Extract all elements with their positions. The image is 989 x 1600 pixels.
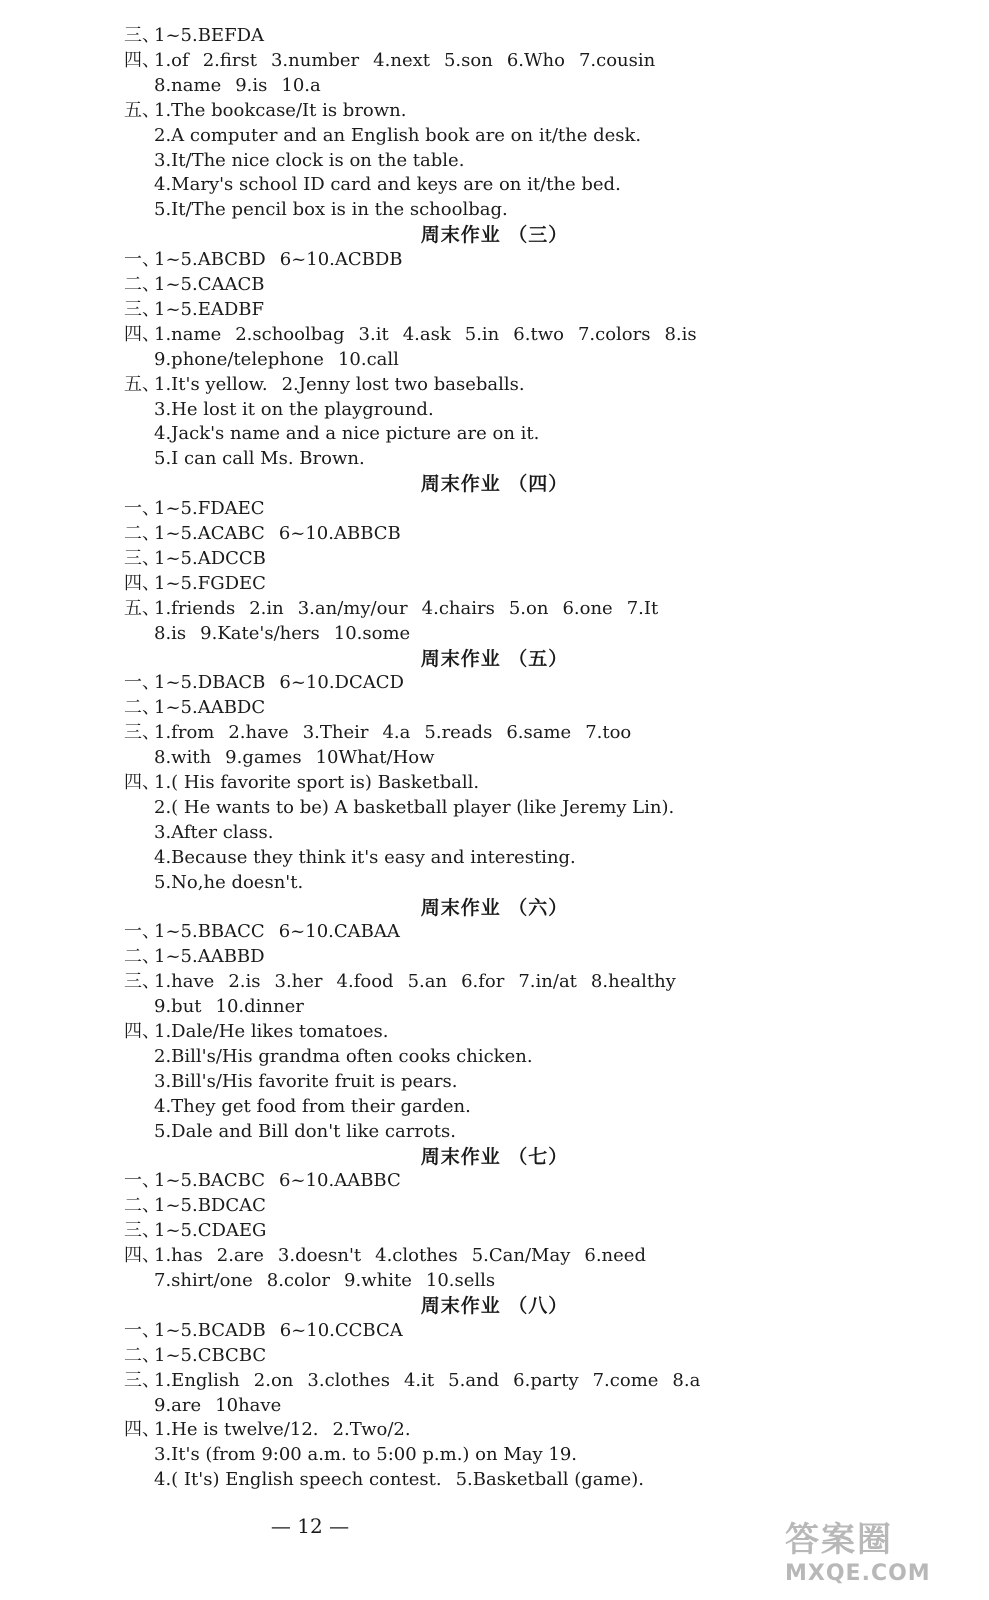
answer-item: 7.cousin — [578, 49, 656, 71]
answer-item: 1.from — [154, 722, 215, 744]
answer-item: 2.have — [228, 722, 289, 744]
answer-item: 4.a — [382, 722, 411, 744]
answer-item: 7.It — [626, 597, 659, 619]
answer-item: 1~5.DBACB — [154, 672, 266, 694]
question-section-label: 三、 — [124, 971, 160, 993]
answer-item: 3.an/my/our — [297, 597, 408, 619]
answer-item: 1.name — [154, 323, 222, 345]
answer-item: 10What/How — [315, 747, 435, 769]
watermark-text: 答案圈 — [785, 1520, 893, 1560]
answer-item: 1~5.BDCAC — [154, 1195, 266, 1217]
answer-item: 3.He lost it on the playground. — [154, 398, 434, 420]
answer-item: 2.in — [249, 597, 284, 619]
question-section-label: 二、 — [124, 946, 160, 968]
answer-item: 6~10.ABBCB — [278, 523, 401, 544]
answer-item: 3.It's (from 9:00 a.m. to 5:00 p.m.) on May 19. — [154, 1444, 577, 1466]
answer-item: 10.some — [333, 622, 411, 644]
answer-line — [124, 1169, 415, 1193]
answer-item: 8.is — [154, 622, 187, 644]
answer-line — [154, 821, 288, 845]
answer-item: 6~10.AABBC — [279, 1170, 401, 1192]
question-section-label: 二、 — [124, 1344, 160, 1366]
question-section-label: 二、 — [124, 1195, 160, 1217]
answer-item: 5.Basketball (game). — [455, 1469, 644, 1491]
answer-line — [124, 970, 690, 994]
answer-item: 3.number — [270, 49, 360, 71]
answer-item: 7.shirt/one — [154, 1270, 253, 1291]
answer-line — [154, 1443, 591, 1467]
answer-item: 2.first — [202, 49, 257, 71]
question-section-label: 四、 — [124, 1419, 160, 1441]
answer-line — [124, 248, 417, 272]
answer-item: 1~5.BEFDA — [154, 25, 264, 46]
watermark-logo — [785, 1512, 975, 1592]
answer-item: 5.an — [407, 971, 448, 993]
answer-line — [124, 1244, 660, 1268]
answer-item: 7.too — [585, 722, 632, 744]
answer-line — [154, 398, 448, 422]
answer-item: 4.it — [403, 1369, 435, 1391]
answer-item: 2.Two/2. — [332, 1419, 411, 1441]
question-section-label: 三、 — [124, 298, 160, 320]
answer-line — [124, 1194, 280, 1218]
answer-item: 9.but — [154, 996, 202, 1018]
answer-line — [124, 1219, 280, 1243]
answer-item: 9.is — [235, 74, 268, 96]
answer-item: 7.in/at — [518, 971, 577, 993]
answer-item: 1~5.CBCBC — [154, 1344, 267, 1366]
answer-line — [154, 198, 522, 222]
answer-line — [154, 173, 635, 197]
answer-line — [154, 846, 590, 870]
answer-item: 8.healthy — [590, 971, 676, 993]
answer-line — [124, 522, 415, 546]
answer-item: 3.Bill's/His favorite fruit is pears. — [154, 1070, 458, 1092]
question-section-label: 四、 — [124, 323, 160, 345]
answer-item: 6.same — [506, 722, 572, 744]
answer-item: 4.Because they think it's easy and interesting. — [154, 846, 576, 868]
answer-line — [154, 149, 478, 173]
answer-item: 9.Kate's/hers — [200, 622, 320, 644]
answer-item: 4.Mary's school ID card and keys are on it/the bed. — [154, 174, 621, 196]
answer-item: 3.Their — [302, 722, 369, 744]
answer-item: 9.are — [154, 1394, 202, 1416]
answer-item: 6~10.ACBDB — [279, 249, 403, 271]
answer-item: 5.on — [508, 597, 549, 619]
answer-item: 1.have — [154, 971, 215, 993]
answer-item: 5.in — [464, 323, 500, 345]
answer-line — [154, 1070, 471, 1094]
answer-item: 8.a — [672, 1369, 701, 1391]
section-heading: 周末作业 （六） — [420, 896, 569, 919]
answer-item: 2.on — [253, 1369, 294, 1391]
question-section-label: 四、 — [124, 1245, 160, 1267]
answer-item: 9.phone/telephone — [154, 348, 324, 370]
answer-item: 4.clothes — [375, 1245, 458, 1267]
answer-line — [124, 1369, 714, 1393]
answer-line — [154, 995, 318, 1019]
section-heading: 周末作业 （八） — [420, 1294, 569, 1317]
answer-line — [124, 721, 645, 745]
question-section-label: 五、 — [124, 99, 160, 121]
answer-line — [124, 99, 420, 123]
question-section-label: 四、 — [124, 772, 160, 793]
answer-item: 1.English — [154, 1369, 240, 1391]
answer-item: 1~5.CDAEG — [154, 1220, 267, 1242]
answer-item: 5.Can/May — [471, 1245, 571, 1267]
answer-item: 5.No,he doesn't. — [154, 871, 304, 893]
answer-line — [154, 622, 424, 646]
question-section-label: 一、 — [124, 1170, 160, 1192]
answer-item: 8.with — [154, 747, 212, 769]
answer-item: 3.it — [358, 323, 389, 345]
answer-item: 5.and — [448, 1369, 500, 1391]
answer-line — [124, 771, 493, 795]
question-section-label: 二、 — [124, 274, 160, 295]
answer-item: 9.white — [344, 1270, 412, 1291]
answer-item: 1.has — [154, 1245, 203, 1267]
answer-item: 1~5.BBACC — [154, 921, 265, 943]
page-number: — 12 — — [270, 1514, 350, 1538]
answer-line — [154, 447, 379, 471]
answer-item: 1.The bookcase/It is brown. — [154, 99, 407, 121]
question-section-label: 二、 — [124, 697, 160, 719]
answer-item: 1~5.AABBD — [154, 946, 265, 968]
answer-item: 1~5.ADCCB — [154, 547, 266, 569]
answer-item: 7.come — [592, 1369, 659, 1391]
answer-item: 6.party — [513, 1369, 579, 1391]
answer-item: 5.Dale and Bill don't like carrots. — [154, 1120, 456, 1142]
answer-line — [124, 1020, 402, 1044]
answer-line — [124, 24, 278, 48]
question-section-label: 三、 — [124, 1369, 160, 1391]
answer-line — [124, 696, 279, 720]
answer-item: 1~5.BACBC — [154, 1170, 266, 1192]
answer-item: 3.It/The nice clock is on the table. — [154, 149, 465, 171]
answer-line — [154, 746, 449, 770]
answer-item: 3.After class. — [154, 821, 274, 843]
answer-item: 1.Dale/He likes tomatoes. — [154, 1021, 389, 1042]
answer-item: 4.Jack's name and a nice picture are on it. — [154, 423, 540, 445]
answer-item: 1~5.EADBF — [154, 298, 264, 320]
answer-line — [124, 1319, 417, 1343]
question-section-label: 一、 — [124, 249, 160, 271]
question-section-label: 五、 — [124, 373, 160, 395]
answer-item: 10have — [215, 1394, 282, 1416]
answer-line — [124, 273, 278, 297]
answer-item: 4.next — [373, 49, 430, 71]
answer-item: 1~5.CAACB — [154, 274, 265, 295]
answer-item: 1~5.ABCBD — [154, 249, 266, 271]
answer-item: 8.is — [664, 323, 697, 345]
answer-line — [124, 49, 669, 73]
question-section-label: 一、 — [124, 1319, 160, 1341]
section-heading: 周末作业 （七） — [420, 1145, 569, 1168]
answer-line — [154, 1095, 485, 1119]
question-section-label: 三、 — [124, 25, 160, 46]
answer-item: 5.reads — [424, 722, 493, 744]
answer-item: 3.her — [274, 971, 323, 993]
question-section-label: 二、 — [124, 523, 160, 544]
answer-item: 6~10.CABAA — [278, 921, 400, 943]
section-heading: 周末作业 （三） — [420, 224, 569, 247]
answer-item: 1~5.BCADB — [154, 1319, 266, 1341]
answer-line — [124, 497, 279, 521]
answer-item: 4.( It's) English speech contest. — [154, 1469, 442, 1491]
answer-line — [154, 74, 335, 98]
question-section-label: 三、 — [124, 1220, 160, 1242]
answer-line — [154, 348, 413, 372]
answer-item: 9.games — [225, 747, 302, 769]
answer-item: 4.food — [336, 971, 394, 993]
answer-item: 4.ask — [402, 323, 451, 345]
answer-item: 10.sells — [425, 1270, 496, 1291]
section-heading: 周末作业 （四） — [420, 473, 569, 496]
answer-line — [154, 124, 655, 148]
answer-item: 2.is — [228, 971, 261, 993]
answer-line — [154, 871, 317, 895]
question-section-label: 一、 — [124, 921, 160, 943]
answer-line — [124, 572, 280, 596]
answer-item: 1.It's yellow. — [154, 373, 268, 395]
question-section-label: 四、 — [124, 572, 160, 594]
answer-line — [154, 1394, 295, 1418]
answer-item: 2.A computer and an English book are on it/the desk. — [154, 124, 642, 146]
answer-item: 6.for — [461, 971, 505, 993]
answer-item: 2.schoolbag — [235, 323, 345, 345]
answer-line — [124, 323, 711, 347]
answer-item: 10.a — [281, 74, 321, 96]
answer-item: 1~5.FDAEC — [154, 498, 265, 520]
answer-item: 3.doesn't — [277, 1245, 362, 1267]
answer-item: 3.clothes — [307, 1369, 390, 1391]
answer-line — [154, 422, 553, 446]
answer-line — [124, 1344, 280, 1368]
answer-item: 8.name — [154, 74, 222, 96]
question-section-label: 四、 — [124, 1021, 160, 1042]
answer-item: 1.( His favorite sport is) Basketball. — [154, 772, 480, 793]
question-section-label: 五、 — [124, 597, 160, 619]
answer-item: 2.Jenny lost two baseballs. — [281, 373, 525, 395]
answer-item: 10.call — [337, 348, 399, 370]
answer-line — [124, 671, 418, 695]
answer-item: 8.color — [266, 1270, 331, 1291]
answer-line — [124, 373, 539, 397]
question-section-label: 一、 — [124, 498, 160, 520]
answer-item: 5.I can call Ms. Brown. — [154, 448, 365, 470]
question-section-label: 四、 — [124, 49, 160, 71]
answer-item: 1.of — [154, 49, 189, 71]
answer-line — [154, 1120, 470, 1144]
answer-line — [124, 547, 280, 571]
answer-item: 1.friends — [154, 597, 236, 619]
answer-item: 2.Bill's/His grandma often cooks chicken. — [154, 1045, 533, 1067]
answer-item: 10.dinner — [215, 996, 304, 1018]
answer-line — [124, 945, 279, 969]
answer-item: 2.( He wants to be) A basketball player (like Jeremy Lin). — [154, 796, 675, 818]
answer-line — [124, 597, 672, 621]
answer-item: 4.They get food from their garden. — [154, 1095, 471, 1117]
answer-line — [124, 920, 414, 944]
answer-item: 2.are — [216, 1245, 264, 1267]
answer-line — [124, 1418, 425, 1442]
section-heading: 周末作业 （五） — [420, 647, 569, 670]
watermark-url: MXQE.COM — [785, 1561, 931, 1586]
answer-item: 6.one — [562, 597, 613, 619]
answer-line — [154, 1269, 509, 1293]
answer-item: 6~10.DCACD — [279, 672, 404, 694]
answer-line — [154, 796, 688, 820]
answer-item: 1~5.ACABC — [154, 523, 265, 544]
answer-item: 5.It/The pencil box is in the schoolbag. — [154, 199, 508, 221]
answer-line — [154, 1045, 547, 1069]
question-section-label: 三、 — [124, 547, 160, 569]
answer-item: 5.son — [443, 49, 493, 71]
question-section-label: 三、 — [124, 722, 160, 744]
answer-line — [124, 298, 278, 322]
answer-item: 1~5.AABDC — [154, 697, 266, 719]
answer-item: 1~5.FGDEC — [154, 572, 266, 594]
answer-item: 6.two — [513, 323, 564, 345]
question-section-label: 一、 — [124, 672, 160, 694]
answer-item: 6.Who — [506, 49, 565, 71]
answer-line — [154, 1468, 658, 1492]
answer-item: 1.He is twelve/12. — [154, 1419, 319, 1441]
answer-item: 6.need — [584, 1245, 646, 1267]
answer-item: 6~10.CCBCA — [279, 1319, 403, 1341]
answer-item: 4.chairs — [421, 597, 495, 619]
answer-item: 7.colors — [577, 323, 651, 345]
